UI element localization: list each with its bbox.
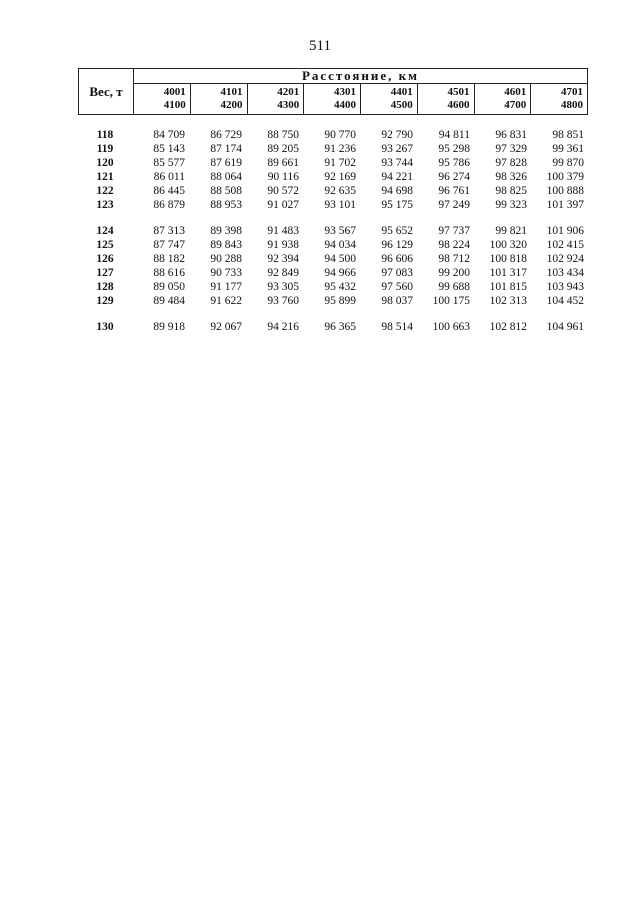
- price-cell: 97 249: [438, 199, 470, 211]
- price-cell: 90 733: [210, 267, 242, 279]
- price-cell: 87 619: [210, 157, 242, 169]
- price-cell: 97 329: [495, 143, 527, 155]
- price-cell: 86 011: [153, 171, 185, 183]
- weight-cell: 124: [96, 225, 114, 237]
- price-cell: 88 953: [210, 199, 242, 211]
- price-cell: 94 034: [324, 239, 356, 251]
- price-cell: 88 616: [153, 267, 185, 279]
- price-cell: 94 221: [381, 171, 413, 183]
- weight-cell: 126: [96, 253, 114, 265]
- price-cell: 98 851: [552, 129, 584, 141]
- range-header: 4601 4700: [474, 84, 531, 115]
- weight-cell: 123: [96, 199, 114, 211]
- group-spacer: [78, 212, 588, 224]
- price-cell: 96 606: [381, 253, 413, 265]
- weight-cell: 127: [96, 267, 114, 279]
- price-cell: 95 298: [438, 143, 470, 155]
- price-cell: 101 815: [489, 281, 527, 293]
- price-cell: 98 326: [495, 171, 527, 183]
- price-cell: 89 918: [153, 321, 185, 333]
- price-cell: 100 818: [489, 253, 527, 265]
- page-number: 511: [309, 38, 331, 54]
- price-cell: 96 274: [438, 171, 470, 183]
- table-row: [78, 170, 588, 184]
- price-cell: 91 938: [267, 239, 299, 251]
- price-cell: 91 177: [210, 281, 242, 293]
- price-cell: 103 434: [546, 267, 584, 279]
- price-cell: 93 760: [267, 295, 299, 307]
- price-cell: 93 744: [381, 157, 413, 169]
- table-row: [78, 156, 588, 170]
- price-cell: 85 577: [153, 157, 185, 169]
- range-header: 4301 4400: [304, 84, 361, 115]
- range-header-row: [79, 84, 588, 115]
- price-cell: 88 064: [210, 171, 242, 183]
- table-row: [78, 238, 588, 252]
- weight-column-header: Вес, т: [79, 69, 134, 115]
- price-cell: 101 317: [489, 267, 527, 279]
- price-cell: 99 200: [438, 267, 470, 279]
- price-cell: 91 236: [324, 143, 356, 155]
- price-cell: 91 483: [267, 225, 299, 237]
- price-cell: 104 452: [546, 295, 584, 307]
- price-cell: 101 397: [546, 199, 584, 211]
- weight-cell: 119: [96, 143, 114, 155]
- weight-cell: 125: [96, 239, 114, 251]
- price-cell: 89 398: [210, 225, 242, 237]
- price-cell: 95 899: [324, 295, 356, 307]
- group-spacer: [78, 308, 588, 320]
- weight-cell: 118: [96, 129, 114, 141]
- price-cell: 91 622: [210, 295, 242, 307]
- weight-cell: 128: [96, 281, 114, 293]
- price-cell: 94 811: [438, 129, 470, 141]
- price-cell: 89 484: [153, 295, 185, 307]
- price-cell: 101 906: [546, 225, 584, 237]
- price-cell: 88 508: [210, 185, 242, 197]
- price-cell: 86 729: [210, 129, 242, 141]
- price-cell: 98 037: [381, 295, 413, 307]
- price-cell: 96 365: [324, 321, 356, 333]
- price-cell: 96 831: [495, 129, 527, 141]
- table-row: [78, 224, 588, 238]
- price-cell: 88 182: [153, 253, 185, 265]
- price-cell: 98 825: [495, 185, 527, 197]
- table-row: [78, 198, 588, 212]
- price-cell: 94 500: [324, 253, 356, 265]
- price-cell: 93 305: [267, 281, 299, 293]
- price-cell: 87 313: [153, 225, 185, 237]
- price-cell: 94 216: [267, 321, 299, 333]
- price-cell: 85 143: [153, 143, 185, 155]
- distance-header: Расстояние, км: [134, 69, 588, 84]
- price-cell: 91 027: [267, 199, 299, 211]
- price-cell: 102 924: [546, 253, 584, 265]
- weight-cell: 121: [96, 171, 114, 183]
- table-row: [78, 320, 588, 334]
- range-header: 4501 4600: [417, 84, 474, 115]
- price-cell: 87 174: [210, 143, 242, 155]
- price-cell: 104 961: [546, 321, 584, 333]
- weight-cell: 120: [96, 157, 114, 169]
- table-row: [78, 266, 588, 280]
- price-cell: 97 083: [381, 267, 413, 279]
- price-cell: 99 361: [552, 143, 584, 155]
- price-cell: 100 175: [432, 295, 470, 307]
- price-cell: 97 828: [495, 157, 527, 169]
- price-cell: 92 067: [210, 321, 242, 333]
- price-cell: 102 812: [489, 321, 527, 333]
- price-cell: 96 761: [438, 185, 470, 197]
- price-cell: 89 661: [267, 157, 299, 169]
- price-cell: 99 821: [495, 225, 527, 237]
- price-cell: 102 415: [546, 239, 584, 251]
- price-cell: 95 175: [381, 199, 413, 211]
- price-cell: 90 770: [324, 129, 356, 141]
- table-row: [78, 280, 588, 294]
- range-header: 4201 4300: [247, 84, 304, 115]
- price-cell: 86 879: [153, 199, 185, 211]
- price-cell: 90 116: [267, 171, 299, 183]
- price-cell: 89 205: [267, 143, 299, 155]
- price-cell: 87 747: [153, 239, 185, 251]
- weight-cell: 129: [96, 295, 114, 307]
- price-cell: 84 709: [153, 129, 185, 141]
- price-cell: 90 572: [267, 185, 299, 197]
- price-cell: 98 224: [438, 239, 470, 251]
- table-row: [78, 128, 588, 142]
- range-header: 4401 4500: [361, 84, 418, 115]
- weight-cell: 122: [96, 185, 114, 197]
- price-cell: 95 652: [381, 225, 413, 237]
- price-cell: 99 870: [552, 157, 584, 169]
- table-row: [78, 294, 588, 308]
- price-cell: 92 394: [267, 253, 299, 265]
- price-cell: 93 101: [324, 199, 356, 211]
- table-row: [78, 252, 588, 266]
- price-cell: 97 737: [438, 225, 470, 237]
- price-cell: 89 050: [153, 281, 185, 293]
- price-cell: 97 560: [381, 281, 413, 293]
- price-cell: 89 843: [210, 239, 242, 251]
- price-cell: 99 688: [438, 281, 470, 293]
- tariff-table-body: [78, 128, 588, 334]
- price-cell: 92 790: [381, 129, 413, 141]
- price-cell: 100 320: [489, 239, 527, 251]
- price-cell: 94 698: [381, 185, 413, 197]
- price-cell: 98 712: [438, 253, 470, 265]
- price-cell: 94 966: [324, 267, 356, 279]
- price-cell: 92 849: [267, 267, 299, 279]
- price-cell: 90 288: [210, 253, 242, 265]
- price-cell: 86 445: [153, 185, 185, 197]
- price-cell: 99 323: [495, 199, 527, 211]
- table-row: [78, 184, 588, 198]
- price-cell: 102 313: [489, 295, 527, 307]
- price-cell: 100 888: [546, 185, 584, 197]
- price-cell: 88 750: [267, 129, 299, 141]
- price-cell: 98 514: [381, 321, 413, 333]
- range-header: 4701 4800: [531, 84, 588, 115]
- weight-cell: 130: [96, 321, 114, 333]
- range-header: 4001 4100: [134, 84, 191, 115]
- price-cell: 95 786: [438, 157, 470, 169]
- price-cell: 91 702: [324, 157, 356, 169]
- price-cell: 95 432: [324, 281, 356, 293]
- price-cell: 96 129: [381, 239, 413, 251]
- price-cell: 92 635: [324, 185, 356, 197]
- range-header: 4101 4200: [190, 84, 247, 115]
- table-row: [78, 142, 588, 156]
- price-cell: 93 267: [381, 143, 413, 155]
- price-cell: 103 943: [546, 281, 584, 293]
- price-cell: 100 379: [546, 171, 584, 183]
- price-cell: 92 169: [324, 171, 356, 183]
- table-header: [78, 68, 588, 115]
- tariff-table: [78, 128, 588, 334]
- price-cell: 100 663: [432, 321, 470, 333]
- price-cell: 93 567: [324, 225, 356, 237]
